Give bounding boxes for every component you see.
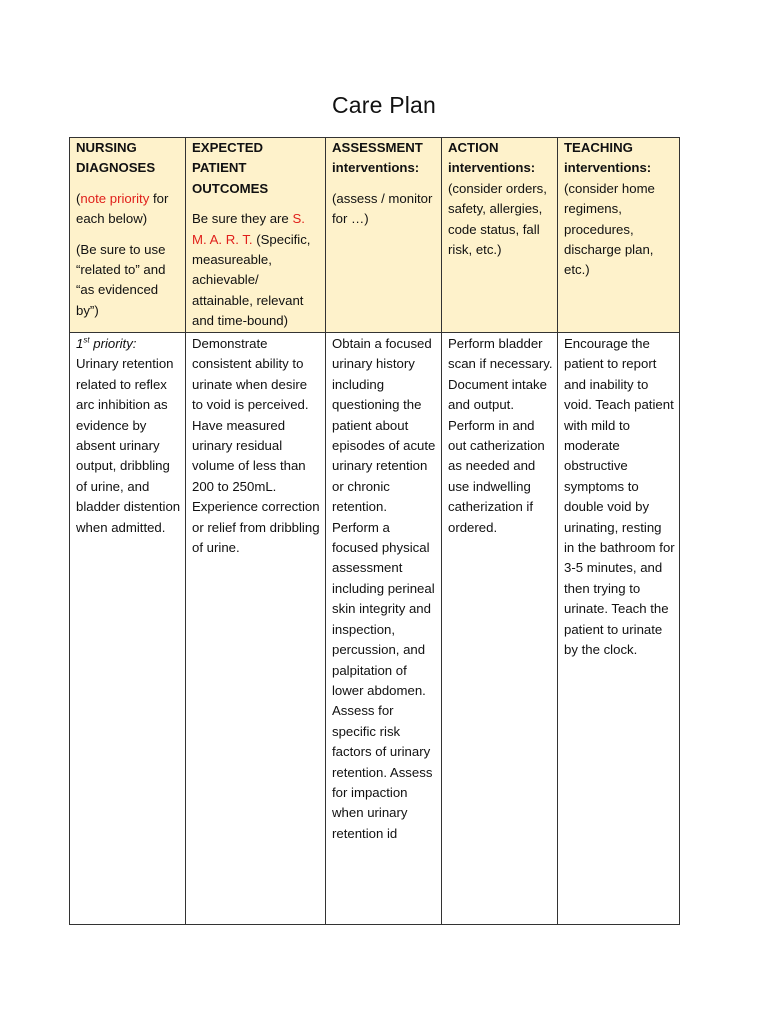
header-note (192, 209, 321, 331)
care-plan-table (69, 137, 680, 925)
table-row (70, 333, 680, 925)
diagnosis-text: Urinary retention related to reflex arc inhibition as evidence by absent urinary output, dribbling of urine, and bladder distention when admitted. (76, 356, 181, 535)
action-text: Perform bladder scan if necessary. Document intake and output. Perform in and out catherization as needed and use indwelling catherization if ordered. (448, 336, 553, 535)
header-teaching (558, 138, 680, 333)
header-note: (consider orders, safety, allergies, code status, fall risk, etc.) (448, 180, 547, 258)
header-expected-outcomes (186, 138, 326, 333)
header-title: TEACHING interventions: (564, 140, 652, 176)
assessment-text: Obtain a focused urinary history including questioning the patient about episodes of acute urinary retention or chronic retention. Perform a focused physical assessment including perineal skin integrity and inspection, percussion, and palpitation of lower abdomen. Assess for specific risk factors of urinary retention. Assess for impaction when urinary retention id (332, 336, 436, 841)
page-title: Care Plan (331, 92, 437, 118)
header-action (442, 138, 558, 333)
priority-text: priority: (89, 336, 137, 351)
cell-assessment (326, 333, 442, 925)
teaching-text: Encourage the patient to report and inability to void. Teach patient with mild to moderate obstructive symptoms to double void by urinating, resting in the bathroom for 3-5 minutes, and then trying to urinate. Teach the patient to urinate by the clock. (564, 336, 675, 658)
priority-label (76, 336, 136, 351)
header-title: ASSESSMENT interventions: (332, 140, 423, 176)
smart-prefix: Be sure they are (192, 211, 293, 227)
header-note (76, 189, 181, 230)
header-nursing-diagnoses (70, 138, 186, 333)
note-rest: for each below) (76, 190, 169, 227)
cell-teaching (558, 333, 680, 925)
header-assessment (326, 138, 442, 333)
table-header-row (70, 138, 680, 333)
smart-rest: (Specific, measureable, achievable/ attainable, relevant and time-bound) (192, 231, 311, 329)
cell-action (442, 333, 558, 925)
header-title: EXPECTED PATIENT OUTCOMES (192, 140, 269, 196)
header-title: NURSING DIAGNOSES (76, 140, 156, 176)
smart-acronym: S. M. A. R. T. (192, 211, 305, 247)
cell-diagnosis (70, 333, 186, 925)
header-title: ACTION interventions: (448, 140, 536, 176)
priority-suffix: st (83, 335, 90, 345)
note-priority-text: note priority (80, 190, 150, 206)
header-note: (assess / monitor for …) (332, 190, 433, 227)
header-note-2: (Be sure to use “related to” and “as evidenced by”) (76, 241, 166, 318)
priority-number: 1 (76, 336, 84, 351)
header-note: (consider home regimens, procedures, discharge plan, etc.) (564, 180, 655, 278)
paren: ( (76, 190, 81, 206)
cell-outcomes (186, 333, 326, 925)
outcomes-text: Demonstrate consistent ability to urinate when desire to void is perceived. Have measured urinary residual volume of less than 200 to 250mL. Experience correction or relief from dribbling of urine. (192, 336, 320, 556)
